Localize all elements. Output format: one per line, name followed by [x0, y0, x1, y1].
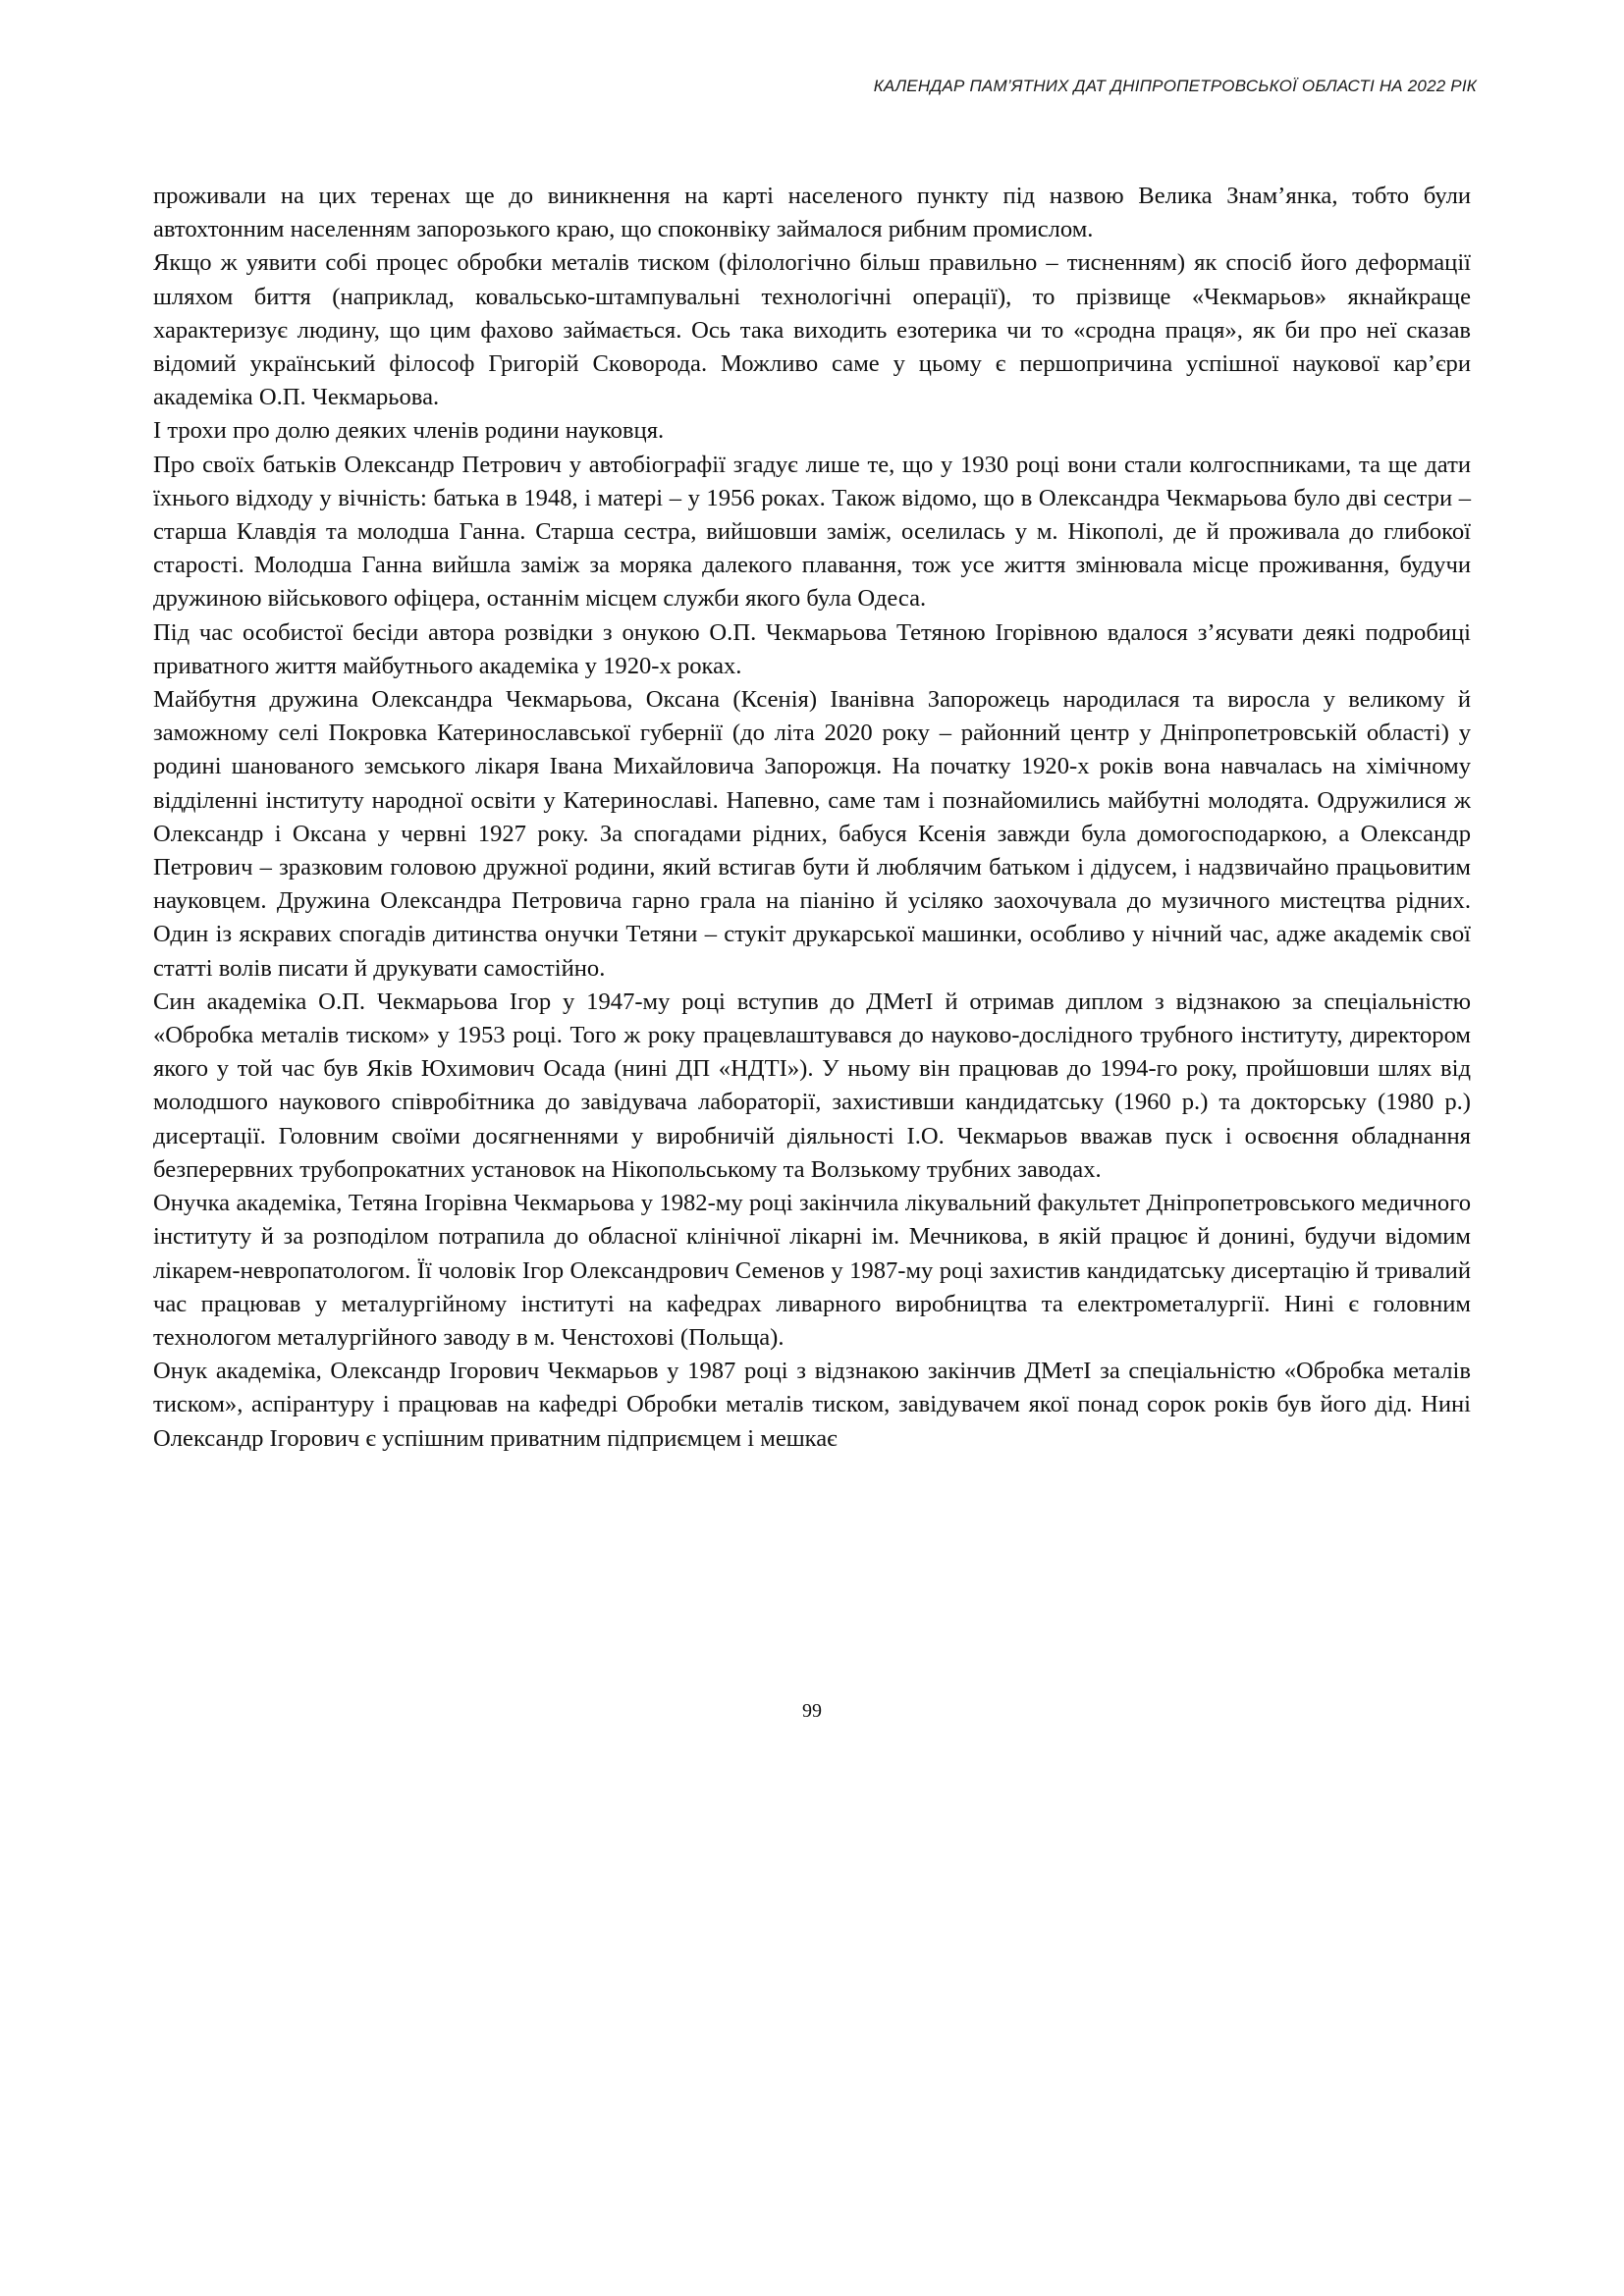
page-number: 99	[802, 1700, 822, 1722]
paragraph-wife: Майбутня дружина Олександра Чекмарьова, Оксана (Ксенія) Іванівна Запорожець народилася та виросла у великому й заможному селі Покровка Катеринославської губернії (до літа 2020 року – районний центр у Дніпропетровській області) у родині шанованого земського лікаря Івана Михайловича Запорожця. На початку 1920-х років вона навчалась на хімічному відділенні інституту народної освіти у Катеринославі. Напевно, саме там і познайомились майбутні молодята. Одружилися ж Олександр і Оксана у червні 1927 року. За спогадами рідних, бабуся Ксенія завжди була домогосподаркою, а Олександр Петрович – зразковим головою дружної родини, який встигав бути й люблячим батьком і дідусем, і надзвичайно працьовитим науковцем. Дружина Олександра Петровича гарно грала на піаніно й усіляко заохочувала до музичного мистецтва рідних. Один із яскравих спогадів дитинства онучки Тетяни – стукіт друкарської машинки, особливо у нічний час, адже академік свої статті волів писати й друкувати самостійно.	[153, 686, 1471, 982]
paragraph-granddaughter: Онучка академіка, Тетяна Ігорівна Чекмарьова у 1982-му році закінчила лікувальний факультет Дніпропетровського медичного інституту й за розподілом потрапила до обласної клінічної лікарні ім. Мечникова, в якій працює й донині, будучи відомим лікарем-невропатологом. Її чоловік Ігор Олександрович Семенов у 1987-му році захистив кандидатську дисертацію й тривалий час працював у металургійному інституті на кафедрах ливарного виробництва та електрометалургії. Нині є головним технологом металургійного заводу в м. Ченстохові (Польща).	[153, 1190, 1471, 1351]
body-text	[153, 180, 1471, 1456]
paragraph-grandson: Онук академіка, Олександр Ігорович Чекмарьов у 1987 році з відзнакою закінчив ДМетІ за спеціальністю «Обробка металів тиском», аспірантуру і працював на кафедрі Обробки металів тиском, завідувачем якої понад сорок років був його дід. Нині Олександр Ігорович є успішним приватним підприємцем і мешкає	[153, 1358, 1471, 1452]
paragraph-parents-sisters: Про своїх батьків Олександр Петрович у автобіографії згадує лише те, що у 1930 році вони стали колгоспниками, та ще дати їхнього відходу у вічність: батька в 1948, і матері – у 1956 роках. Також відомо, що в Олександра Чекмарьова було дві сестри – старша Клавдія та молодша Ганна. Старша сестра, вийшовши заміж, оселилась у м. Нікополі, де й проживала до глибокої старості. Молодша Ганна вийшла заміж за моряка далекого плавання, тож усе життя змінювала місце проживання, будучи дружиною військового офіцера, останнім місцем служби якого була Одеса.	[153, 451, 1471, 613]
paragraph-surname-meaning: Якщо ж уявити собі процес обробки металів тиском (філологічно більш правильно – тисненням) як спосіб його деформації шляхом биття (наприклад, ковальсько-штампувальні технологічні операції), то прізвище «Чекмарьов» якнайкраще характеризує людину, що цим фахово займається. Ось така виходить езотерика чи то «сродна праця», як би про неї сказав відомий український філософ Григорій Сковорода. Можливо саме у цьому є першопричина успішної наукової кар’єри академіка О.П. Чекмарьова.	[153, 249, 1471, 411]
paragraph-continuation: проживали на цих теренах ще до виникнення на карті населеного пункту під назвою Велика Знам’янка, тобто були автохтонним населенням запорозького краю, що споконвіку займалося рибним промислом.	[153, 183, 1471, 243]
paragraph-interview: Під час особистої бесіди автора розвідки з онукою О.П. Чекмарьова Тетяною Ігорівною вдалося з’ясувати деякі подробиці приватного життя майбутнього академіка у 1920-х роках.	[153, 618, 1471, 679]
running-header: КАЛЕНДАР ПАМ’ЯТНИХ ДАТ ДНІПРОПЕТРОВСЬКОЇ ОБЛАСТІ НА 2022 РІК	[873, 77, 1477, 95]
paragraph-family-intro: І трохи про долю деяких членів родини науковця.	[153, 417, 665, 445]
paragraph-son: Син академіка О.П. Чекмарьова Ігор у 1947-му році вступив до ДМетІ й отримав диплом з відзнакою за спеціальністю «Обробка металів тиском» у 1953 році. Того ж року працевлаштувався до науково-дослідного трубного інституту, директором якого у той час був Яків Юхимович Осада (нині ДП «НДТІ»). У ньому він працював до 1994-го року, пройшовши шлях від молодшого наукового співробітника до завідувача лабораторії, захистивши кандидатську (1960 р.) та докторську (1980 р.) дисертації. Головним своїми досягненнями у виробничій діяльності І.О. Чекмарьов вважав пуск і освоєння обладнання безперервних трубопрокатних установок на Нікопольському та Волзькому трубних заводах.	[153, 988, 1471, 1183]
